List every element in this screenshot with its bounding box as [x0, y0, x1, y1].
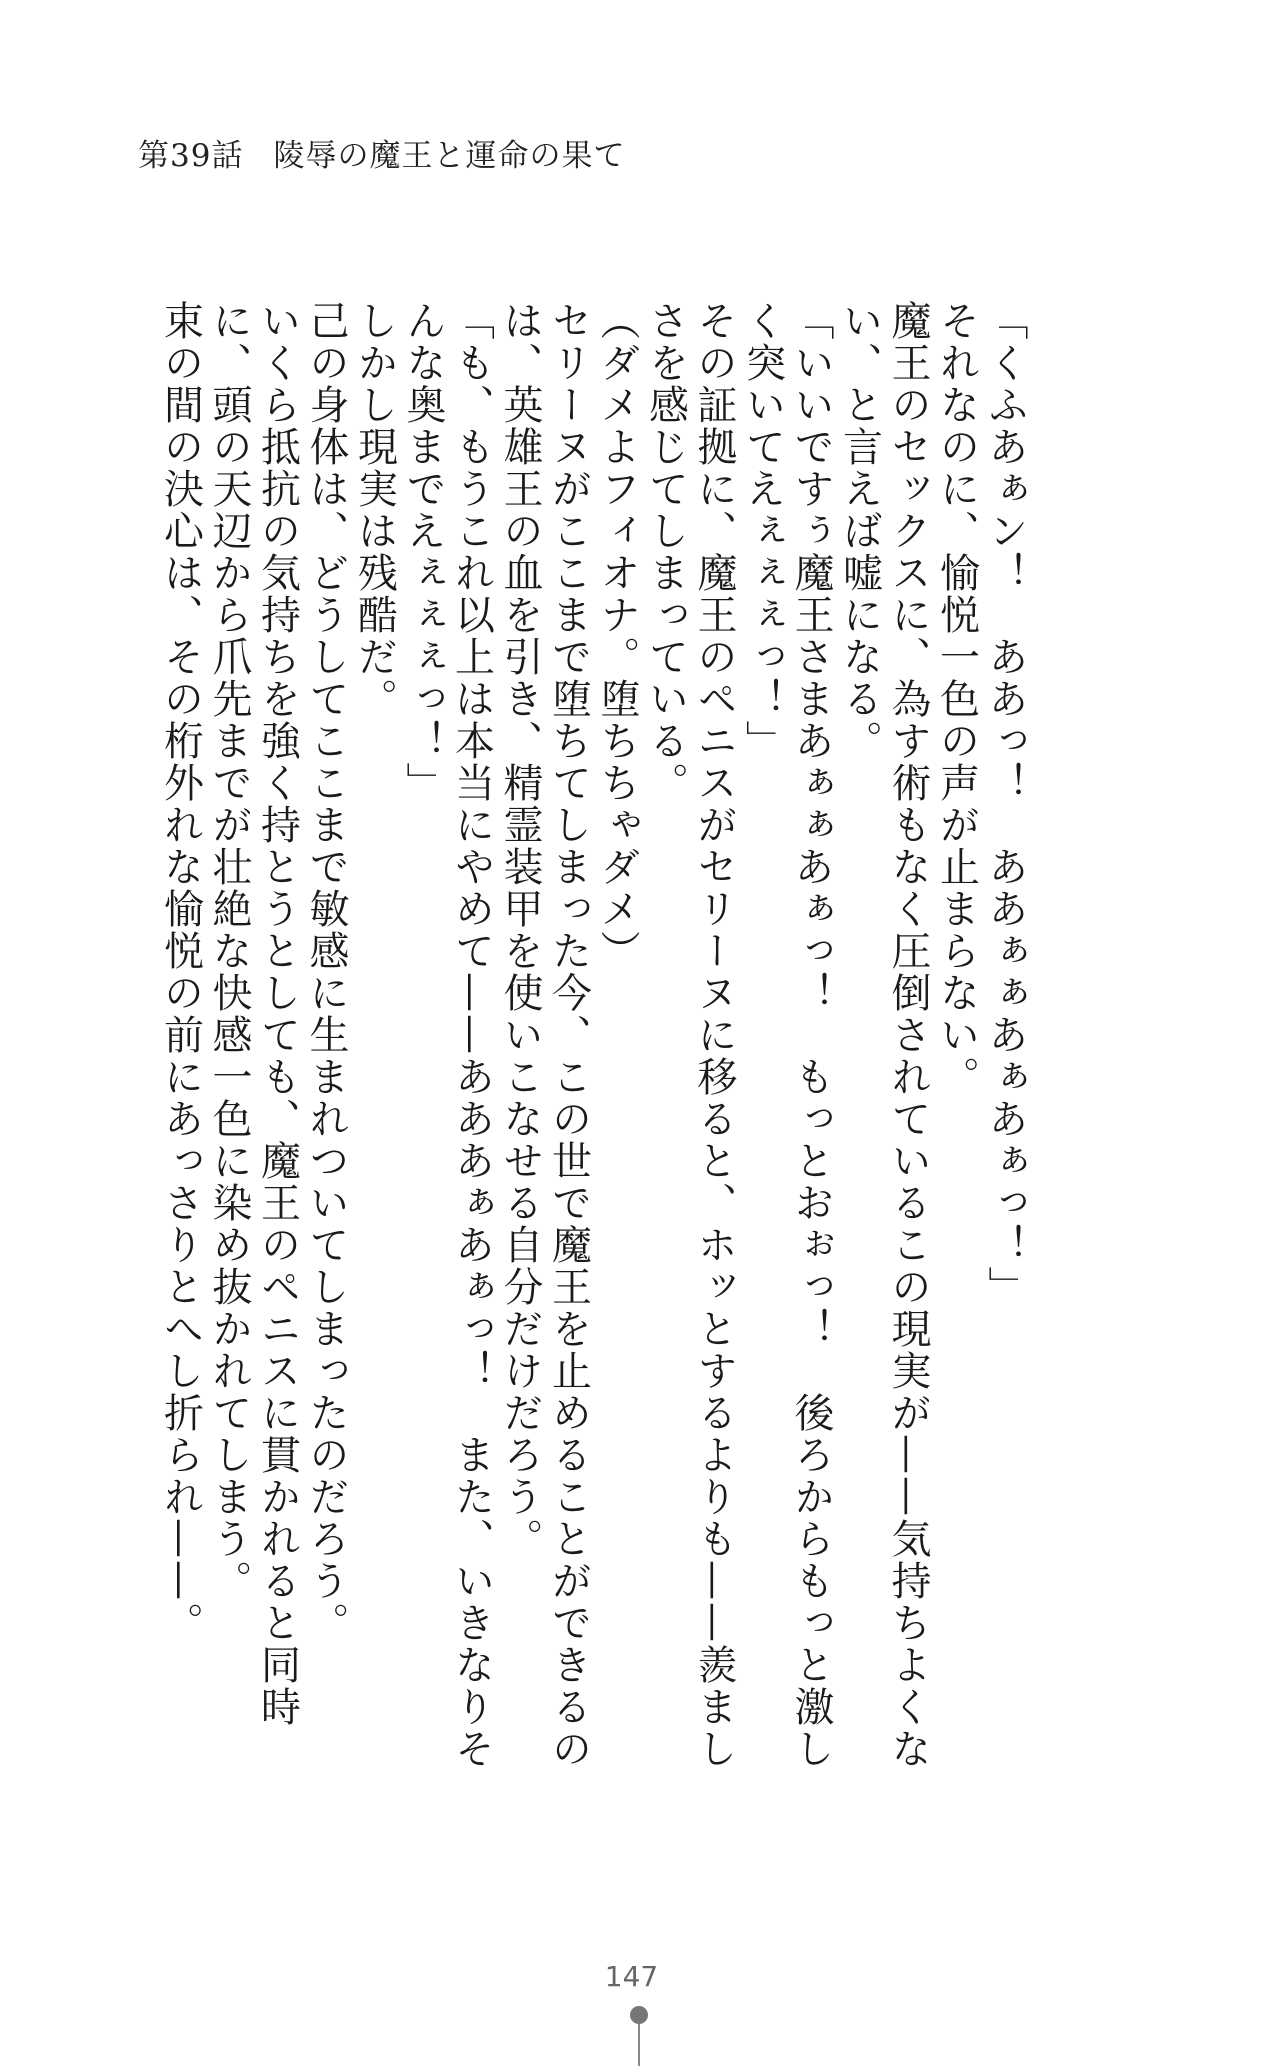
paragraph: しかし現実は残酷だ。 [351, 300, 398, 720]
page-marker-dot [630, 2006, 648, 2024]
paragraph: 己の身体は、どうしてここまで敏感に生まれついてしまったのだろう。 [303, 300, 349, 1644]
paragraph: それなのに、愉悦一色の声が止まらない。 [933, 300, 980, 1098]
paragraph: セリーヌがここまで堕ちてしまった今、この世で魔王を止めることができるのは、英雄王の血を引き、精霊装甲を使いこなせる自分だけだろう。 [497, 300, 592, 1770]
paragraph: 「いいですぅ魔王さまあぁぁあぁっ！ もっとおぉっ！ 後ろからもっと激しく突いてえぇぇぇっ！」 [739, 300, 834, 1770]
chapter-header [138, 130, 625, 175]
page-number: 147 [604, 1960, 659, 1993]
chapter-title: 陵辱の魔王と運命の果て [273, 138, 626, 174]
paragraph: 束の間の決心は、その桁外れな愉悦の前にあっさりとへし折られ——。 [157, 300, 204, 1644]
chapter-number: 第39話 [138, 138, 244, 174]
paragraph: その証拠に、魔王のペニスがセリーヌに移ると、ホッとするよりも——羨ましさを感じてしまっている。 [642, 300, 737, 1770]
paragraph: 魔王のセックスに、為す術もなく圧倒されているこの現実が——気持ちよくない、と言えば嘘になる。 [836, 300, 931, 1770]
paragraph: いくら抵抗の気持ちを強く持とうとしても、魔王のペニスに貫かれると同時に、頭の天辺から爪先までが壮絶な快感一色に染め抜かれてしまう。 [206, 300, 301, 1728]
paragraph: 「も、もうこれ以上は本当にやめて——あああぁあぁっ！ また、いきなりそんな奥までえぇぇぇっ！」 [400, 300, 495, 1770]
paragraph: 「くふあぁン！ ああっ！ ああぁぁあぁあぁっ！」 [982, 300, 1028, 1308]
paragraph: （ダメよフィオナ。堕ちちゃダメ） [594, 300, 640, 972]
novel-body-text [156, 300, 1029, 1770]
page-marker-line [638, 2024, 640, 2066]
